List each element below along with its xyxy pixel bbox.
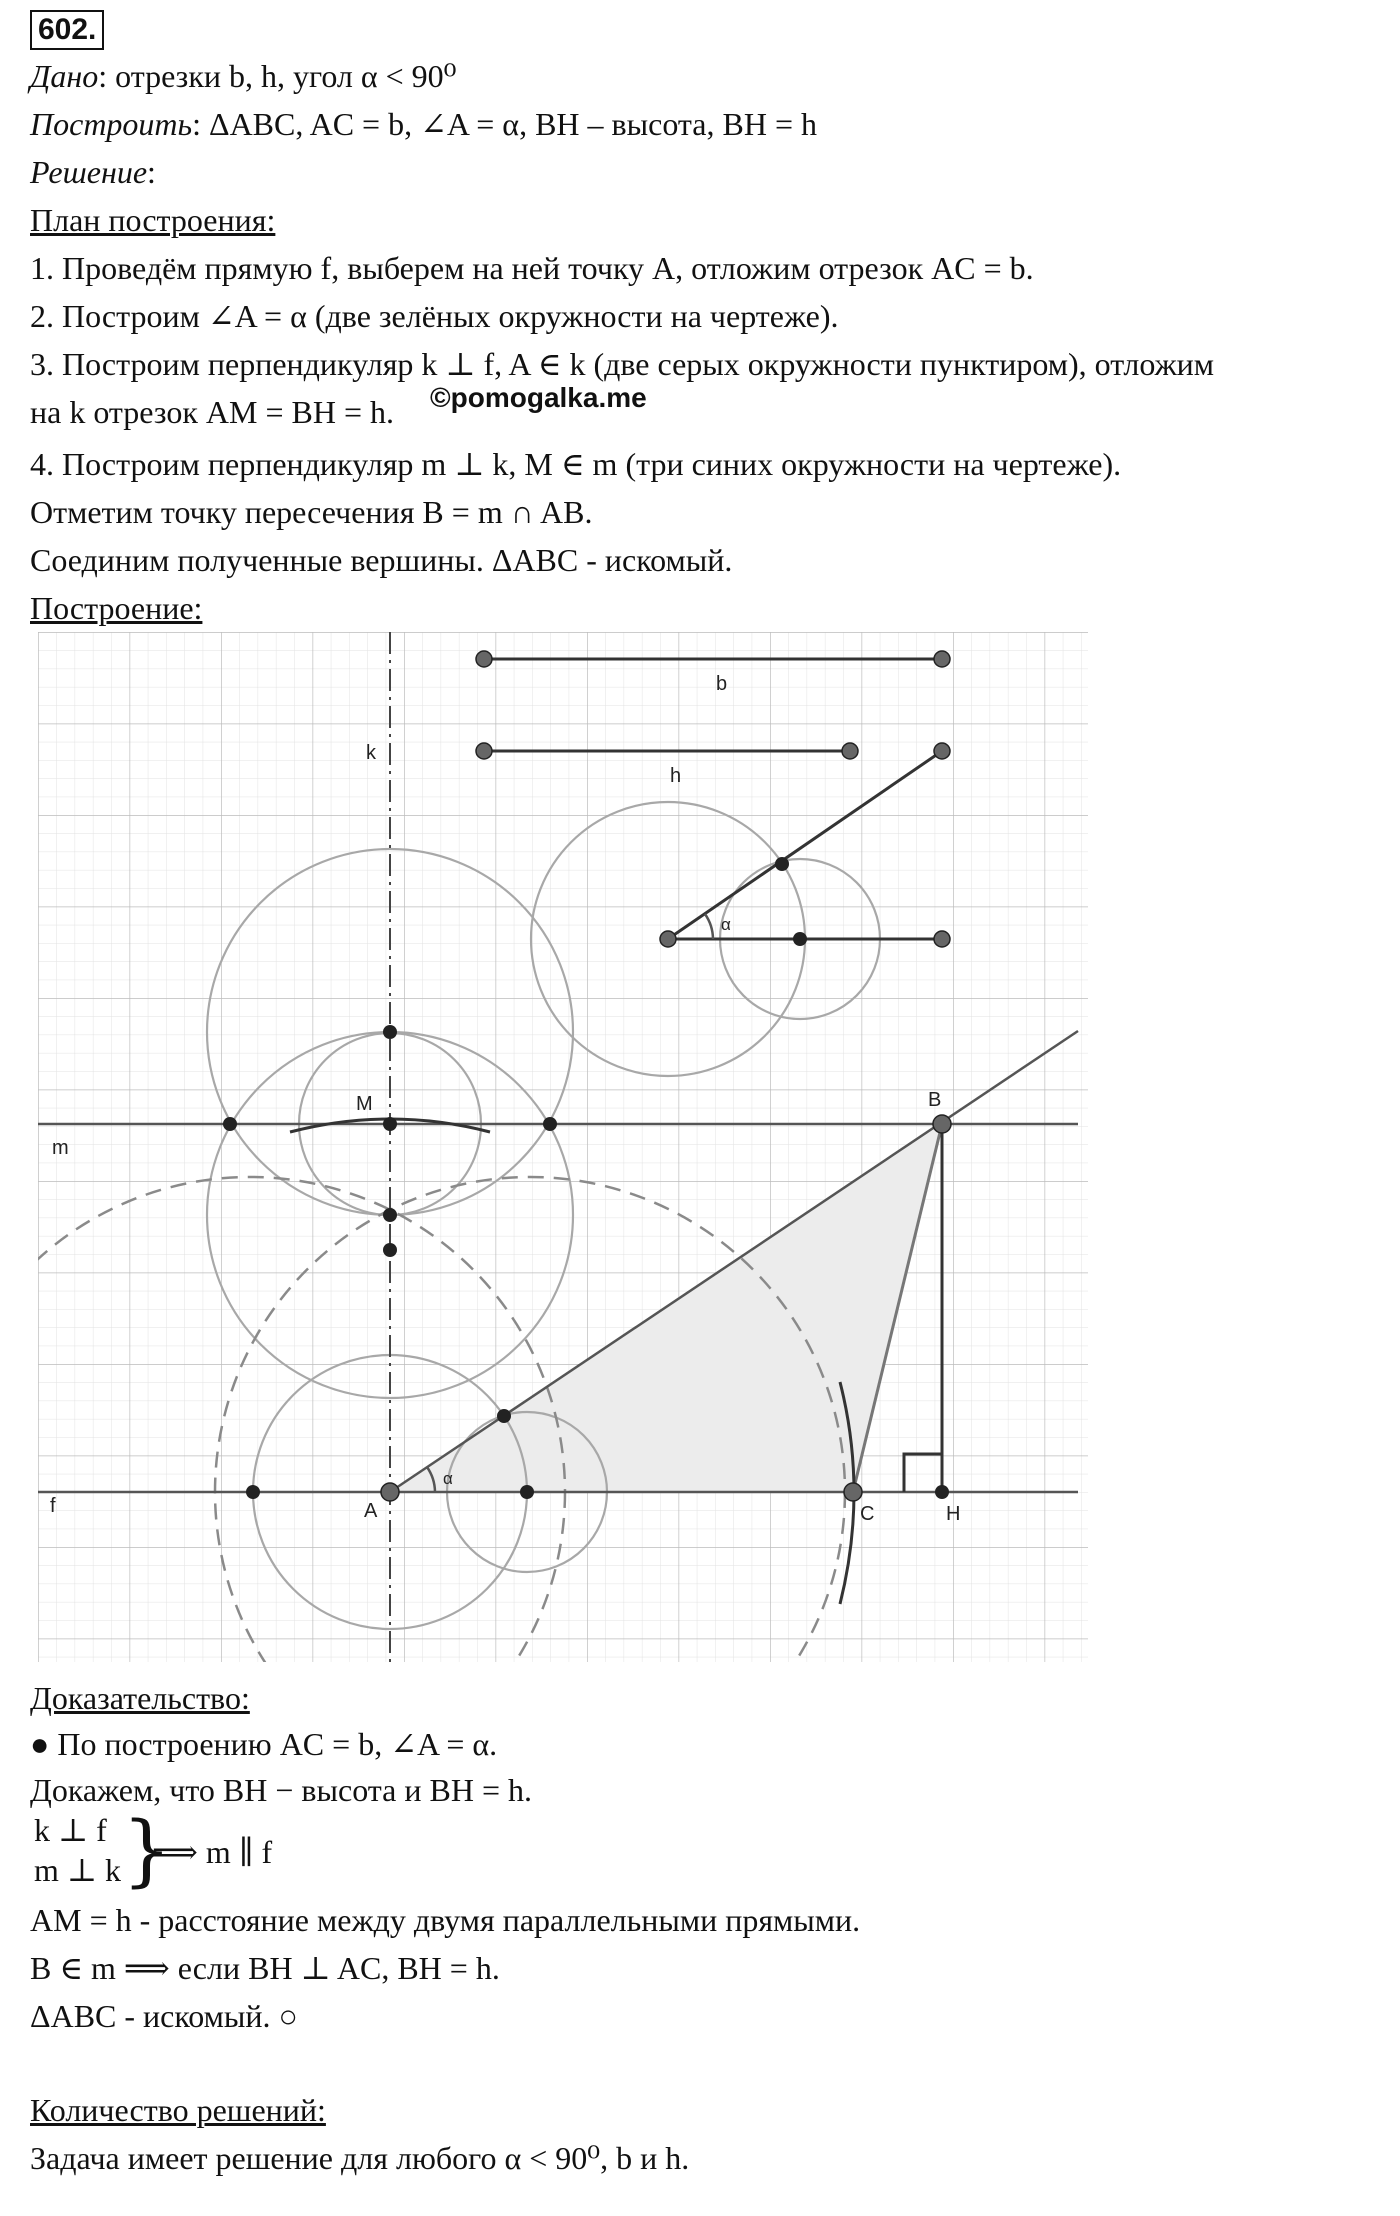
point-m-left <box>223 1117 237 1131</box>
plan-step-3a: 3. Построим перпендикуляр k ⊥ f, A ∈ k (две серых окружности пунктиром), отложим <box>30 346 1215 382</box>
proof-line-3: AM = h - расстояние между двумя параллельными прямыми. <box>30 1902 861 1938</box>
point-f-right <box>520 1485 534 1499</box>
point-angle-ray2-end <box>934 743 950 759</box>
point-angle-ray1-end <box>934 931 950 947</box>
point-angle-vertex <box>660 931 676 947</box>
plan-step-4: 4. Построим перпендикуляр m ⊥ k, M ∈ m (три синих окружности на чертеже). <box>30 446 1122 482</box>
point-k-top <box>383 1025 397 1039</box>
construct-line <box>30 104 817 144</box>
point-top-ray-mark <box>775 857 789 871</box>
problem-number-line <box>30 8 104 50</box>
point-M <box>383 1117 397 1131</box>
watermark: ©pomogalka.me <box>430 382 647 413</box>
point-H <box>935 1485 949 1499</box>
solution-label: Решение <box>30 154 148 190</box>
plan-step-1: 1. Проведём прямую f, выберем на ней точку A, отложим отрезок AC = b. <box>30 250 1034 286</box>
point-A <box>381 1483 399 1501</box>
point-b-start <box>476 651 492 667</box>
brace-icon: } <box>122 1806 172 1896</box>
label-C: C <box>860 1503 875 1525</box>
proof-system-row-1: k ⊥ f <box>34 1812 107 1848</box>
label-alpha-top: α <box>721 915 731 934</box>
label-alpha-bottom: α <box>443 1469 453 1488</box>
label-b: b <box>716 673 728 695</box>
label-m: m <box>52 1137 69 1159</box>
proof-title: Доказательство: <box>30 1680 250 1716</box>
point-k-mid2 <box>383 1243 397 1257</box>
point-B <box>933 1115 951 1133</box>
plan-step-2: 2. Построим ∠A = α (две зелёных окружности на чертеже). <box>30 298 839 334</box>
point-C <box>844 1483 862 1501</box>
label-A: A <box>364 1500 378 1522</box>
point-f-left <box>246 1485 260 1499</box>
plan-title: План построения: <box>30 202 276 238</box>
problem-number: 602. <box>30 10 104 50</box>
plan-step-6: Соединим полученные вершины. ΔABC - искомый. <box>30 542 733 578</box>
construction-title: Построение: <box>30 590 203 626</box>
label-B: B <box>928 1089 942 1111</box>
proof-line-4: B ∈ m ⟹ если BH ⊥ AC, BH = h. <box>30 1950 500 1986</box>
point-h-start <box>476 743 492 759</box>
proof-system <box>34 1806 273 1896</box>
given-line <box>30 56 457 96</box>
proof-line-5: ΔABC - искомый. ○ <box>30 1998 298 2034</box>
label-f: f <box>50 1495 56 1517</box>
proof-line-1: ● По построению AC = b, ∠A = α. <box>30 1726 498 1762</box>
proof-line-2: Докажем, что BH − высота и BH = h. <box>30 1772 532 1808</box>
given-text: : отрезки b, h, угол α < 90⁰ <box>98 58 457 94</box>
solution-colon: : <box>147 154 156 190</box>
point-top-base-mark <box>793 932 807 946</box>
count-title: Количество решений: <box>30 2092 326 2128</box>
construction-figure <box>38 632 1088 1662</box>
proof-system-row-2: m ⊥ k <box>34 1852 121 1888</box>
given-label: Дано <box>30 58 99 94</box>
label-h: h <box>670 765 682 787</box>
point-k-mid1 <box>383 1208 397 1222</box>
point-m-right <box>543 1117 557 1131</box>
label-k: k <box>366 742 376 764</box>
plan-step-3b: на k отрезок AM = BH = h. <box>30 394 394 430</box>
point-b-end <box>934 651 950 667</box>
label-M: M <box>356 1093 373 1115</box>
solution-line <box>30 152 156 192</box>
point-AB-mark <box>497 1409 511 1423</box>
count-text: Задача имеет решение для любого α < 90⁰, b и h. <box>30 2140 690 2176</box>
construct-label: Построить <box>30 106 193 142</box>
construct-text: : ΔABC, AC = b, ∠A = α, BH – высота, BH = h <box>192 106 817 142</box>
plan-step-5: Отметим точку пересечения B = m ∩ AB. <box>30 494 593 530</box>
label-H: H <box>946 1503 961 1525</box>
point-h-end <box>842 743 858 759</box>
proof-system-implies: ⟹ m ∥ f <box>152 1834 273 1870</box>
